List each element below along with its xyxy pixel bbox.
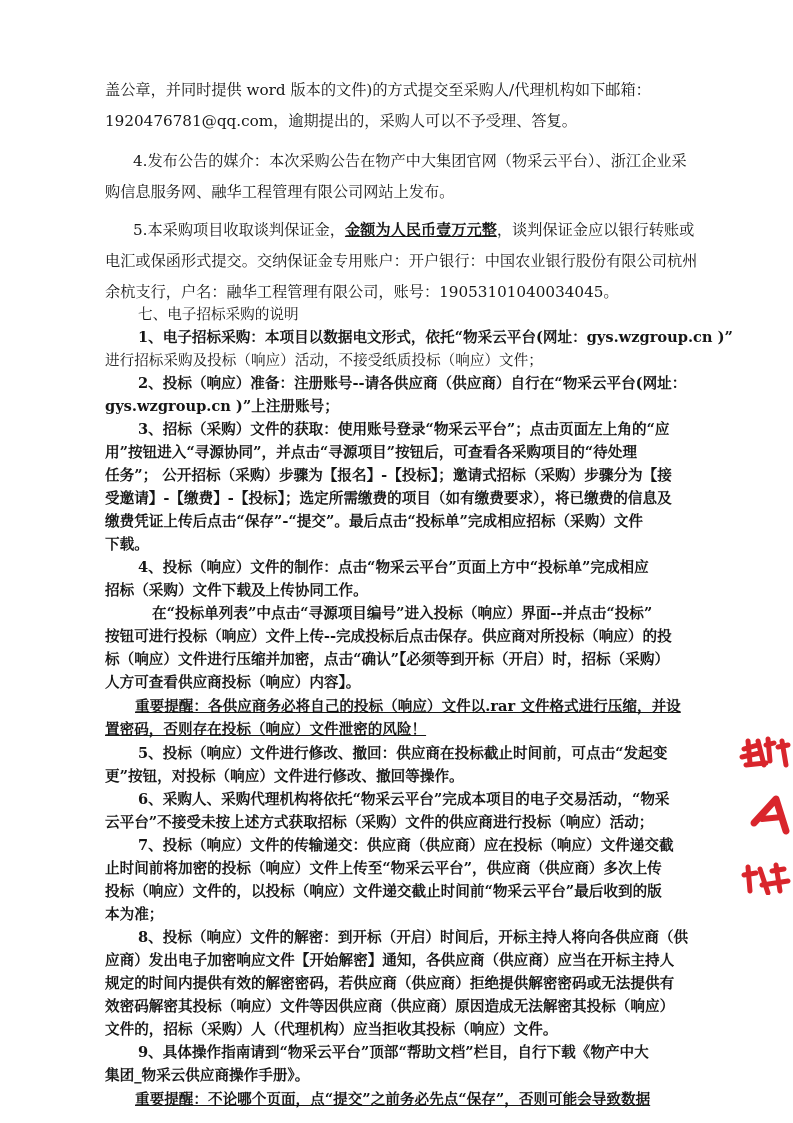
- para-submit-line1: 盖公章，并同时提供 word 版本的文件)的方式提交至采购人/代理机构如下邮箱：: [105, 81, 651, 99]
- para-media-line2: 购信息服务网、融华工程管理有限公司网站上发布。: [105, 183, 455, 201]
- item3-line5: 缴费凭证上传后点击“保存”-“提交”。最后点击“投标单”完成相应招标（采购）文件: [105, 513, 644, 530]
- reminder1-line1: 重要提醒：各供应商务必将自己的投标（响应）文件以.rar 文件格式进行压缩，并设: [135, 698, 681, 715]
- item7-line4: 本为准；: [105, 906, 164, 923]
- item9-line2: 集团_物采云供应商操作手册》。: [105, 1067, 310, 1084]
- deposit-text-c: ，谈判保证金应以银行转账或: [496, 221, 695, 239]
- para-submit-line2: 1920476781@qq.com，逾期提出的，采购人可以不予受理、答复。: [105, 112, 577, 130]
- seal-stamp: [738, 735, 793, 895]
- item6-line1: 6、采购人、采购代理机构将依托“物采云平台”完成本项目的电子交易活动，“物采: [138, 791, 670, 808]
- item1-line1: 1、电子招标采购：本项目以数据电文形式，依托“物采云平台(网址：gys.wzgroup.cn )”: [138, 329, 733, 346]
- deposit-text-a: 5.本采购项目收取谈判保证金，: [133, 221, 345, 239]
- item4b-line4: 人方可查看供应商投标（响应）内容】。: [105, 674, 361, 691]
- item8-line1: 8、投标（响应）文件的解密：到开标（开启）时间后，开标主持人将向各供应商（供: [138, 929, 689, 946]
- item7-line3: 投标（响应）文件的，以投标（响应）文件递交截止时间前“物采云平台”最后收到的版: [105, 883, 662, 900]
- item4b-line2: 按钮可进行投标（响应）文件上传--完成投标后点击保存。供应商对所投标（响应）的投: [105, 628, 672, 645]
- item3-line1: 3、招标（采购）文件的获取：使用账号登录“物采云平台”；点击页面左上角的“应: [138, 421, 670, 438]
- deposit-amount: 金额为人民币壹万元整: [344, 221, 497, 239]
- para-deposit-line2: 电汇或保函形式提交。交纳保证金专用账户：开户银行：中国农业银行股份有限公司杭州: [105, 252, 698, 270]
- item8-line4: 效密码解密其投标（响应）文件等因供应商（供应商）原因造成无法解密其投标（响应）: [105, 998, 675, 1015]
- item3-line2: 用”按钮进入“寻源协同”，并点击“寻源项目”按钮后，可查看各采购项目的“待处理: [105, 444, 637, 461]
- item7-line2: 止时间前将加密的投标（响应）文件上传至“物采云平台”，供应商（供应商）多次上传: [105, 860, 662, 877]
- para-deposit-line1: [133, 214, 694, 246]
- para-deposit-line3: 余杭支行，户名：融华工程管理有限公司，账号：19053101040034045。: [105, 283, 619, 301]
- item8-line3: 规定的时间内提供有效的解密密码，若供应商（供应商）拒绝提供解密密码或无法提供有: [105, 975, 675, 992]
- item3-line4: 受邀请】-【缴费】-【投标】；选定所需缴费的项目（如有缴费要求），将已缴费的信息及: [105, 490, 672, 507]
- reminder1-line2: 置密码，否则存在投标（响应）文件泄密的风险！: [105, 721, 427, 738]
- item5-line2: 更”按钮，对投标（响应）文件进行修改、撤回等操作。: [105, 768, 464, 785]
- item4-line1: 4、投标（响应）文件的制作：点击“物采云平台”页面上方中“投标单”完成相应: [138, 559, 649, 576]
- section-heading: 七、电子招标采购的说明: [138, 306, 299, 323]
- item4-line2: 招标（采购）文件下载及上传协同工作。: [105, 582, 368, 599]
- item6-line2: 云平台”不接受未按上述方式获取招标（采购）文件的供应商进行投标（响应）活动；: [105, 814, 654, 831]
- item3-line3: 任务”； 公开招标（采购）步骤为【报名】-【投标】；邀请式招标（采购）步骤分为【接: [105, 467, 672, 484]
- item9-line1: 9、具体操作指南请到“物采云平台”顶部“帮助文档”栏目，自行下载《物产中大: [138, 1044, 649, 1061]
- reminder2-line1: 重要提醒：不论哪个页面，点“提交”之前务必先点“保存”，否则可能会导致数据: [135, 1091, 651, 1108]
- item8-line5: 文件的，招标（采购）人（代理机构）应当拒收其投标（响应）文件。: [105, 1021, 558, 1038]
- item5-line1: 5、投标（响应）文件进行修改、撤回：供应商在投标截止时间前，可点击“发起变: [138, 745, 668, 762]
- item4b-line3: 标（响应）文件进行压缩并加密，点击“确认”【必须等到开标（开启）时，招标（采购）: [105, 651, 670, 668]
- item4b-line1: 在“投标单列表”中点击“寻源项目编号”进入投标（响应）界面--并点击“投标”: [152, 605, 653, 622]
- item3-line6: 下载。: [105, 536, 149, 553]
- item2-line2: gys.wzgroup.cn )”上注册账号；: [105, 398, 339, 415]
- para-media-line1: 4.发布公告的媒介：本次采购公告在物产中大集团官网（物采云平台）、浙江企业采: [133, 152, 687, 170]
- item8-line2: 应商）发出电子加密响应文件【开始解密】通知，各供应商（供应商）应当在开标主持人: [105, 952, 675, 969]
- item1-line2: 进行招标采购及投标（响应）活动，不接受纸质投标（响应）文件；: [105, 352, 543, 369]
- item7-line1: 7、投标（响应）文件的传输递交：供应商（供应商）应在投标（响应）文件递交截: [138, 837, 674, 854]
- item2-line1: 2、投标（响应）准备：注册账号--请各供应商（供应商）自行在“物采云平台(网址：: [138, 375, 687, 392]
